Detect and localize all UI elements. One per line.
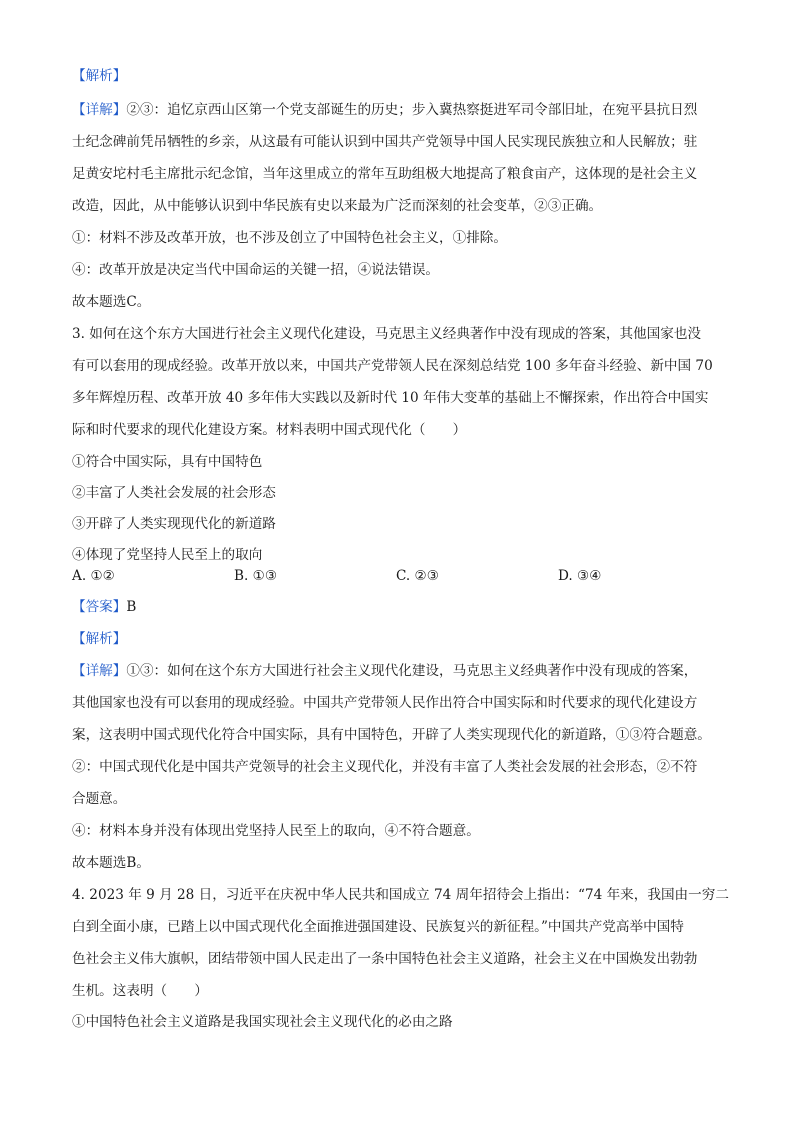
analysis-heading [72,66,732,86]
statement-item: ②丰富了人类社会发展的社会形态 [72,485,276,501]
detail-line [72,100,732,120]
detail-text: ②③：追忆京西山区第一个党支部诞生的历史；步入冀热察挺进军司令部旧址，在宛平县抗日烈 [126,102,698,118]
option-b: B. ①③ [234,568,278,584]
question-stem-line: 4. 2023 年 9 月 28 日，习近平在庆祝中华人民共和国成立 74 周年招待会上指出：“74 年来，我国由一穷二 [72,887,729,903]
conclusion-line: 故本题选B。 [72,855,150,871]
detail-line: 案，这表明中国式现代化符合中国实际，具有中国特色，开辟了人类实现现代化的新道路，①③符合题意。 [72,727,711,743]
question-stem-line: 3. 如何在这个东方大国进行社会主义现代化建设，马克思主义经典著作中没有现成的答案，其他国家也没 [72,326,702,342]
option-c: C. ②③ [396,568,439,584]
statement-item: ④体现了党坚持人民至上的取向 [72,547,263,563]
detail-text: ①③：如何在这个东方大国进行社会主义现代化建设，马克思主义经典著作中没有现成的答案， [126,663,698,679]
question-stem-line: 际和时代要求的现代化建设方案。材料表明中国式现代化（ ） [72,422,467,438]
detail-tag: 【详解】 [72,102,127,118]
detail-line: 其他国家也没有可以套用的现成经验。中国共产党带领人民作出符合中国实际和时代要求的现代化建设方 [72,695,698,711]
note-line: ④：材料本身并没有体现出党坚持人民至上的取向，④不符合题意。 [72,823,480,839]
analysis-tag: 【解析】 [72,631,127,647]
statement-item: ③开辟了人类实现现代化的新道路 [72,516,276,532]
question-stem-line: 多年辉煌历程、改革开放 40 多年伟大实践以及新时代 10 年伟大变革的基础上不懈探索，作出符合中国实 [72,390,709,406]
analysis-tag: 【解析】 [72,68,127,84]
analysis-heading [72,629,732,649]
conclusion-line: 故本题选C。 [72,294,151,310]
detail-tag: 【详解】 [72,663,127,679]
question-stem-line: 色社会主义伟大旗帜，团结带领中国人民走出了一条中国特色社会主义道路，社会主义在中国焕发出勃勃 [72,951,698,967]
statement-item: ①中国特色社会主义道路是我国实现社会主义现代化的必由之路 [72,1014,453,1030]
answer-value: B [126,599,137,615]
answer-tag: 【答案】 [72,599,127,615]
note-line: ②：中国式现代化是中国共产党领导的社会主义现代化，并没有丰富了人类社会发展的社会形态，②不符 [72,759,698,775]
question-stem-line: 有可以套用的现成经验。改革开放以来，中国共产党带领人民在深刻总结党 100 多年奋斗经验、新中国 70 [72,358,713,374]
option-d: D. ③④ [558,568,602,584]
question-stem-line: 白到全面小康，已踏上以中国式现代化全面推进强国建设、民族复兴的新征程。”中国共产党高举中国特 [72,919,684,935]
option-a: A. ①② [72,568,115,584]
detail-line: 士纪念碑前凭吊牺牲的乡亲，从这最有可能认识到中国共产党领导中国人民实现民族独立和人民解放；驻 [72,134,698,150]
answer-options [72,566,732,586]
detail-line: 足黄安坨村毛主席批示纪念馆，当年这里成立的常年互助组极大地提高了粮食亩产，这体现的是社会主义 [72,166,698,182]
note-line: ①：材料不涉及改革开放，也不涉及创立了中国特色社会主义，①排除。 [72,230,507,246]
statement-item: ①符合中国实际，具有中国特色 [72,454,263,470]
detail-line [72,661,732,681]
note-line: 合题意。 [72,791,127,807]
question-stem-line: 生机。这表明（ ） [72,983,208,999]
note-line: ④：改革开放是决定当代中国命运的关键一招，④说法错误。 [72,262,440,278]
detail-line: 改造，因此，从中能够认识到中华民族有史以来最为广泛而深刻的社会变革，②③正确。 [72,198,603,214]
answer-line [72,597,732,617]
